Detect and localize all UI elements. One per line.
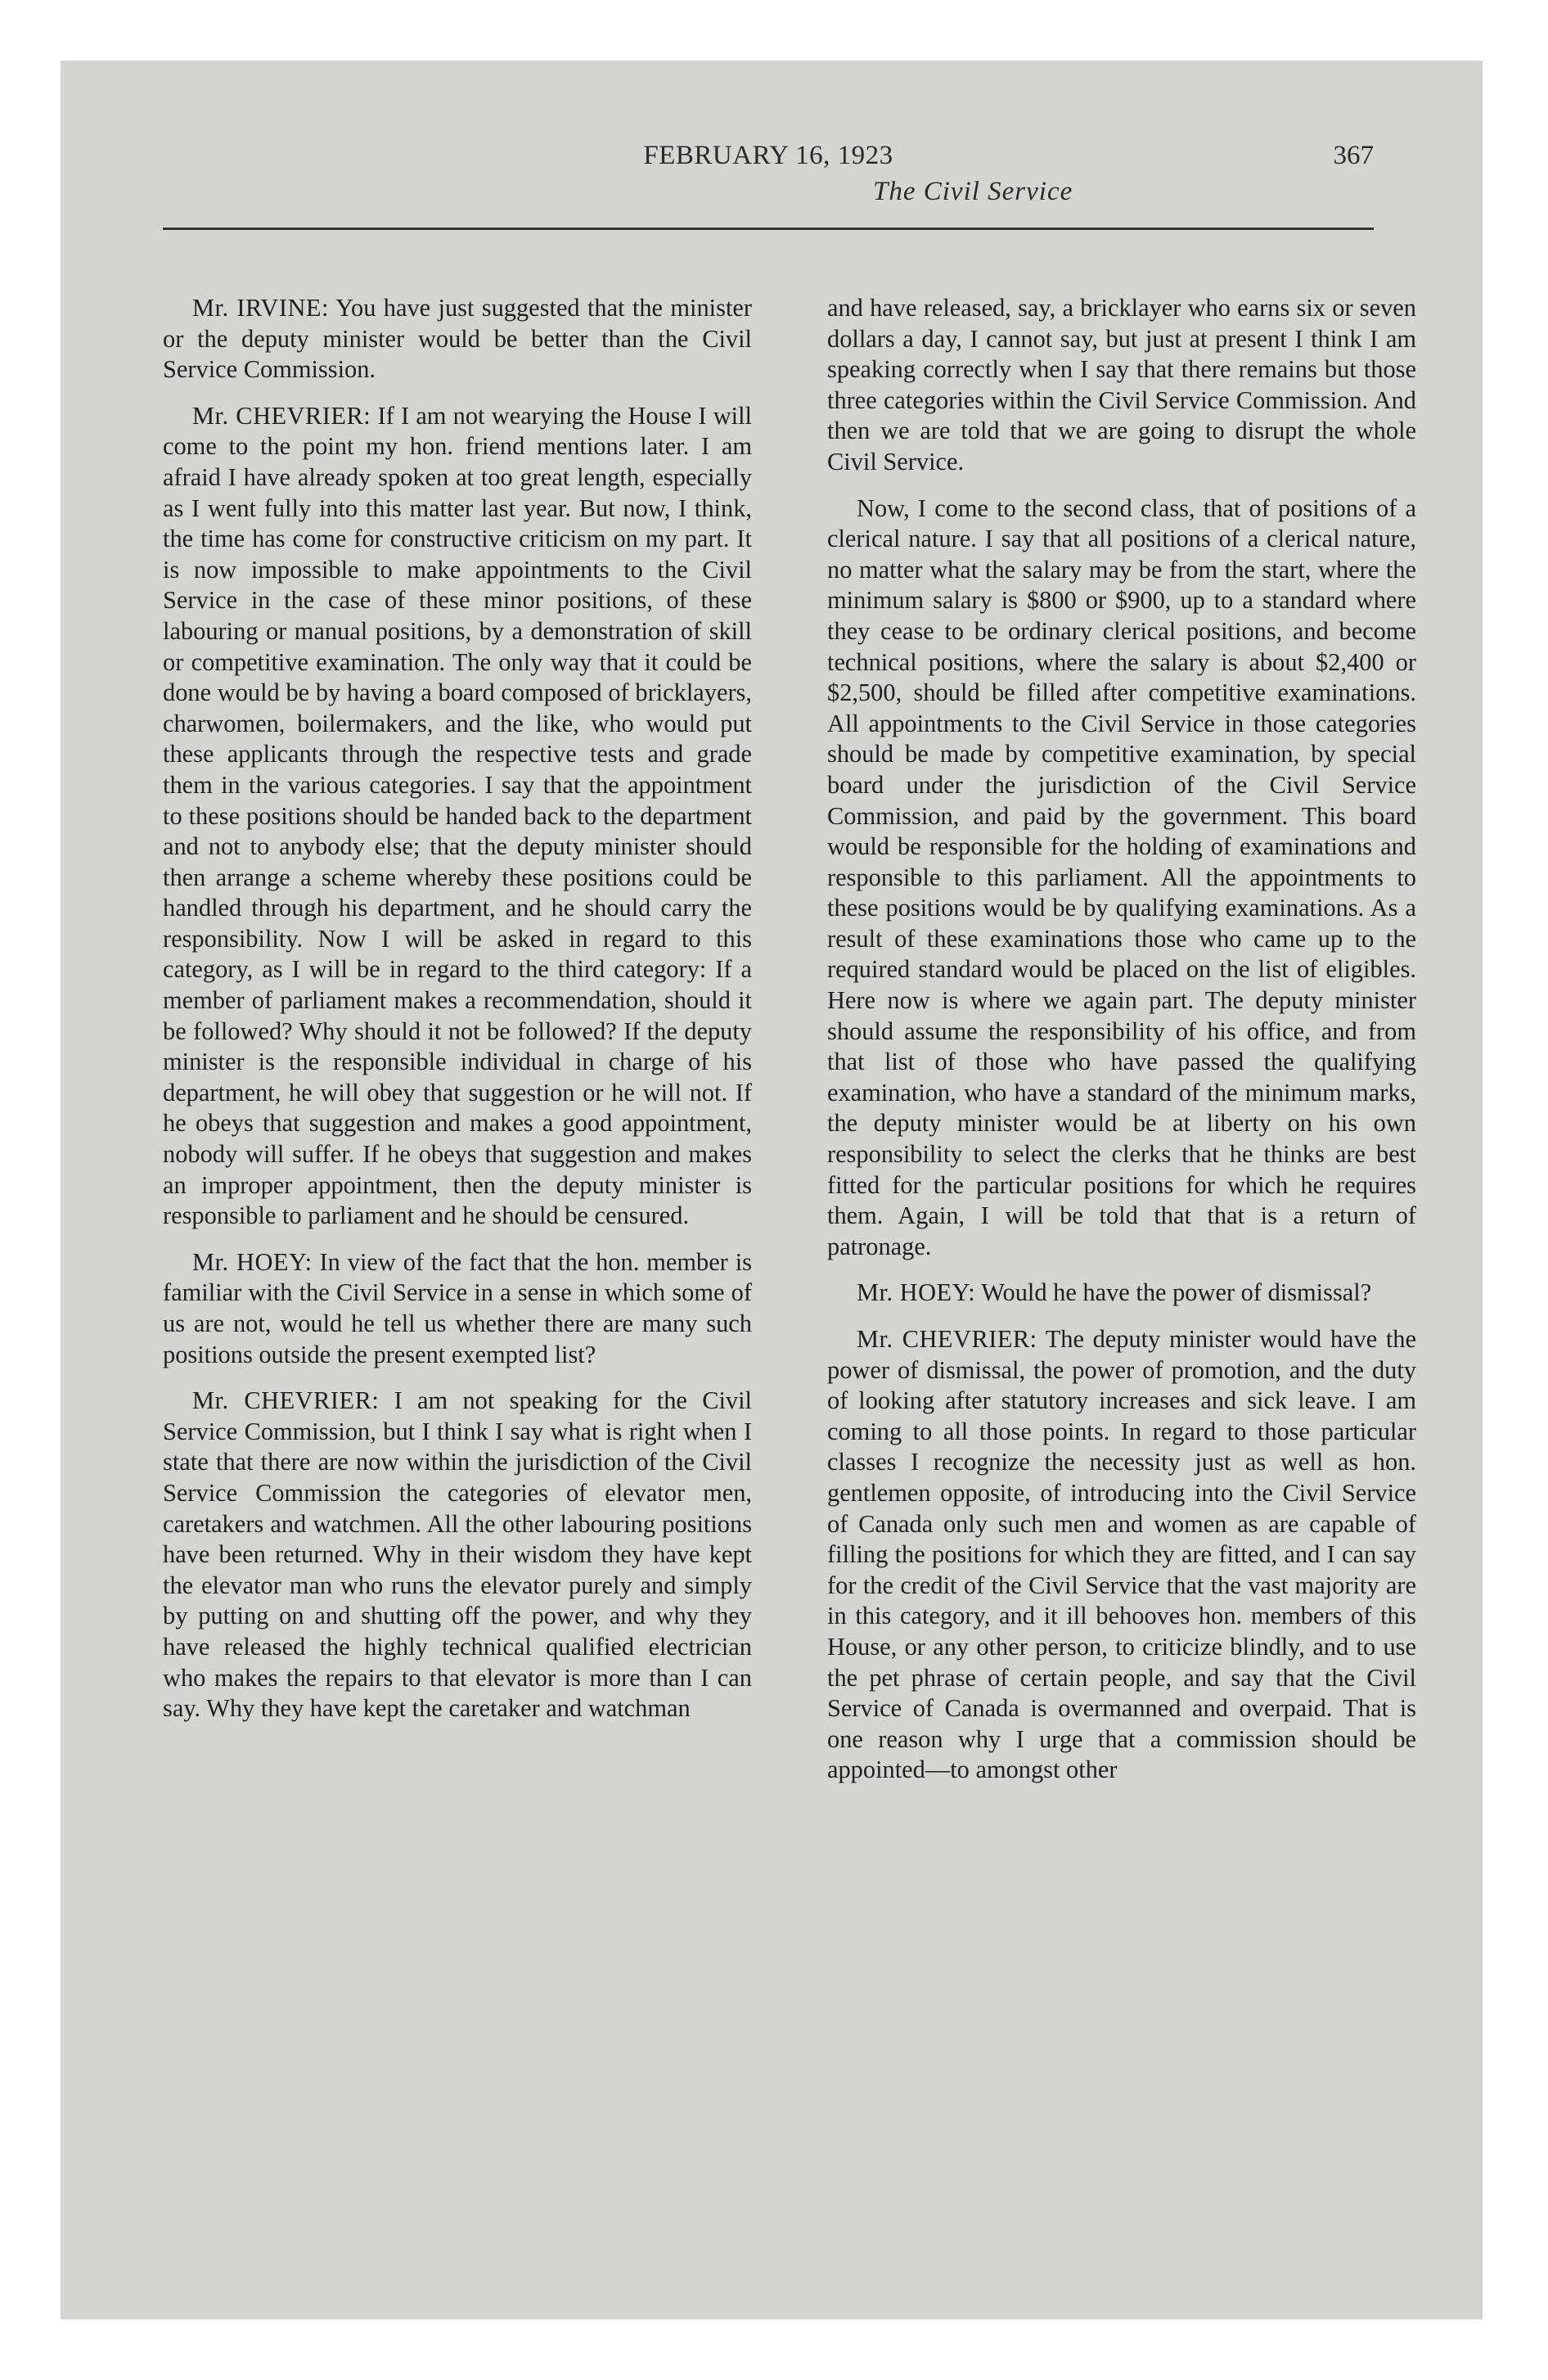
paragraph bbox=[163, 1247, 752, 1370]
speaker-name: Mr. CHEVRIER: bbox=[192, 401, 371, 430]
speaker-name: Mr. HOEY: bbox=[857, 1278, 976, 1307]
speaker-name: Mr. HOEY: bbox=[192, 1247, 313, 1276]
paragraph bbox=[827, 494, 1416, 1263]
header-date: FEBRUARY 16, 1923 bbox=[643, 141, 893, 170]
paragraph-text: Now, I come to the second class, that of positions of a clerical nature. I say that all positions of a clerical nature, no matter what the salary may be from the start, where the minimum salary is $800 or $900, up to a standard where they cease to be ordinary clerical positions, and become technical positions, where the salary is about $2,400 or $2,500, should be filled after competitive examinations. All appointments to the Civil Service in those categories should be made by competitive examination, by special board under the jurisdiction of the Civil Service Commission, and paid by the government. This board would be responsible for the holding of examinations and responsible to this parliament. All the appointments to these positions would be by qualifying examinations. As a result of these examinations those who came up to the required standard would be placed on the list of eligibles. Here now is where we again part. The deputy minister should assume the responsibility of his office, and from that list of those who have passed the qualifying examination, who have a standard of the minimum marks, the deputy minister would be at liberty on his own responsibility to select the clerks that he thinks are best fitted for the particular positions for which he requires them. Again, I will be told that that is a return of patronage. bbox=[827, 494, 1416, 1260]
header-rule bbox=[163, 228, 1374, 230]
scanned-page bbox=[61, 61, 1483, 2319]
right-column bbox=[827, 293, 1416, 1801]
paragraph bbox=[163, 401, 752, 1232]
journal-title: The Civil Service bbox=[873, 177, 1073, 206]
paragraph bbox=[827, 293, 1416, 478]
paragraph-text: and have released, say, a bricklayer who earns six or seven dollars a day, I cannot say, but just at present I think I am speaking correctly when I say that there remains but those three categories within the Civil Service Commission. And then we are told that we are going to disrupt the whole Civil Service. bbox=[827, 294, 1416, 476]
page-number: 367 bbox=[1333, 141, 1374, 170]
speaker-name: Mr. CHEVRIER: bbox=[192, 1386, 380, 1415]
left-column bbox=[163, 293, 752, 1740]
paragraph-text: If I am not wearying the House I will come to the point my hon. friend mentions later. I am afraid I have already spoken at too great length, especially as I went fully into this matter last year. But now, I think, the time has come for constructive criticism on my part. It is now impossible to make appointments to the Civil Service in the case of these minor positions, of these labouring or manual positions, by a demonstration of skill or competitive examination. The only way that it could be done would be by having a board composed of bricklayers, charwomen, boilermakers, and the like, who would put these applicants through the respective tests and grade them in the various categories. I say that the appointment to these positions should be handed back to the department and not to anybody else; that the deputy minister should then arrange a scheme whereby these positions could be handled through his department, and he should carry the responsibility. Now I will be asked in regard to this category, as I will be in regard to the third category: If a member of parliament makes a recommendation, should it be followed? Why should it not be followed? If the deputy minister is the responsible individual in charge of his department, he will obey that suggestion or he will not. If he obeys that suggestion and makes a good appointment, nobody will suffer. If he obeys that suggestion and makes an improper appointment, then the deputy minister is responsible to parliament and he should be censured. bbox=[163, 401, 752, 1230]
paragraph-text: You have just suggested that the minister or the deputy minister would be better than the Civil Service Commission. bbox=[163, 294, 752, 384]
running-header bbox=[163, 141, 1374, 232]
paragraph bbox=[827, 1278, 1416, 1309]
paragraph bbox=[163, 293, 752, 385]
paragraph bbox=[163, 1386, 752, 1724]
paragraph bbox=[827, 1324, 1416, 1786]
paragraph-text: I am not speaking for the Civil Service Commission, but I think I say what is right when I state that there are now within the jurisdiction of the Civil Service Commission the categories of elevator men, caretakers and watchmen. All the other labouring positions have been returned. Why in their wisdom they have kept the elevator man who runs the elevator purely and simply by putting on and shutting off the power, and why they have released the highly technical qualified electrician who makes the repairs to that elevator is more than I can say. Why they have kept the caretaker and watchman bbox=[163, 1386, 752, 1723]
paragraph-text: In view of the fact that the hon. member is familiar with the Civil Service in a sense in which some of us are not, would he tell us whether there are many such positions outside the present exempted list? bbox=[163, 1247, 753, 1368]
speaker-name: Mr. CHEVRIER: bbox=[857, 1325, 1037, 1353]
paragraph-text: Would he have the power of dismissal? bbox=[975, 1278, 1372, 1307]
speaker-name: Mr. IRVINE: bbox=[192, 294, 329, 322]
paragraph-text: The deputy minister would have the power of dismissal, the power of promotion, and the duty of looking after statutory increases and sick leave. I am coming to all those points. In regard to those particular classes I recognize the necessity just as well as hon. gentlemen opposite, of introducing into the Civil Service of Canada only such men and women as are capable of filling the positions for which they are fitted, and I can say for the credit of the Civil Service that the vast majority are in this category, and it ill behooves hon. members of this House, or any other person, to criticize blindly, and to use the pet phrase of certain people, and say that the Civil Service of Canada is overmanned and overpaid. That is one reason why I urge that a commission should be appointed—to amongst other bbox=[827, 1325, 1416, 1784]
